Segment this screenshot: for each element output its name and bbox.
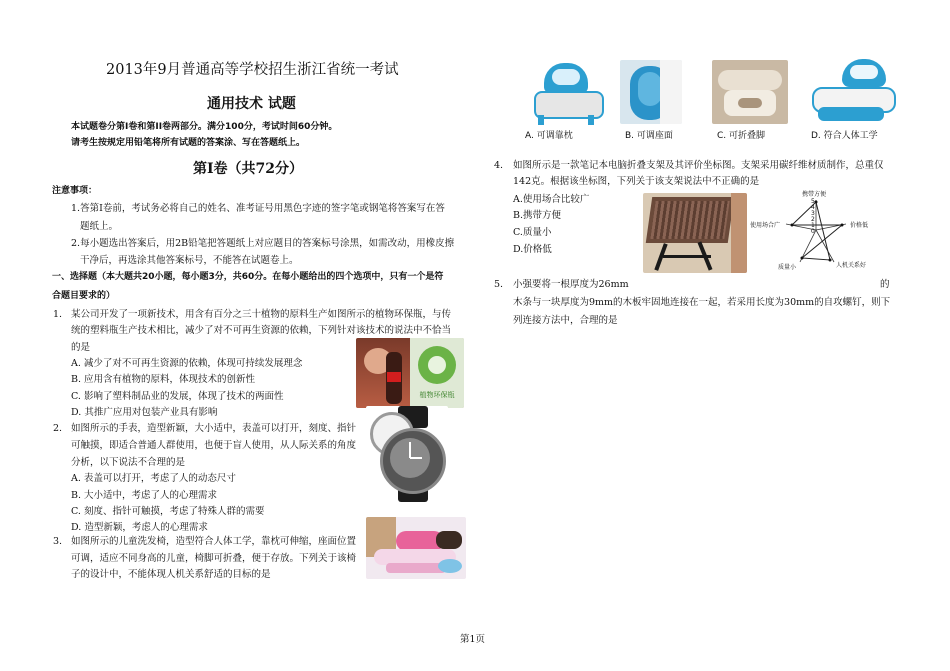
radar-tick-2: 2 bbox=[811, 216, 815, 223]
q1-option-b: B. 应用含有植物的原料，体现技术的创新性 bbox=[71, 374, 256, 385]
q1-option-d: D. 其推广应用对包装产业具有影响 bbox=[71, 407, 218, 418]
q5-stem-line-3: 列连接方法中，合理的是 bbox=[513, 315, 618, 326]
q3-stem-line-1: 如图所示的儿童洗发椅，造型符合人体工学，靠枕可伸缩，座面位置 bbox=[71, 536, 357, 547]
hair-washing-chair-photo bbox=[366, 517, 466, 579]
intro-line-1: 本试题卷分第Ⅰ卷和第II卷两部分。满分100分，考试时间60分钟。 bbox=[71, 122, 338, 132]
exam-title: 2013年9月普通高等学校招生浙江省统一考试 bbox=[106, 62, 399, 78]
q4-option-b: B.携带方便 bbox=[513, 210, 562, 221]
q3-option-c-label: C. 可折叠脚 bbox=[717, 131, 766, 141]
radar-label-right: 价格低 bbox=[850, 222, 869, 229]
radar-label-bottom-left: 质量小 bbox=[778, 264, 797, 271]
q1-option-c: C. 影响了塑料制品业的发展，体现了技术的两面性 bbox=[71, 391, 284, 402]
option-b-seat-photo bbox=[620, 60, 682, 124]
radar-point-right bbox=[841, 224, 844, 227]
plant-bottle-photo bbox=[356, 338, 464, 408]
page-number: 第1页 bbox=[460, 634, 486, 645]
intro-line-2: 请考生按规定用铅笔将所有试题的答案涂、写在答题纸上。 bbox=[71, 138, 306, 148]
radar-tick-3: 3 bbox=[811, 210, 815, 217]
notes-item-2-line-1: 2.每小题选出答案后，用2B铅笔把答题纸上对应题目的答案标号涂黑，如需改动，用橡皮擦 bbox=[71, 238, 455, 249]
q2-stem-line-2: 可触摸，即适合普通人群使用，也便于盲人使用，从人际关系的角度 bbox=[71, 440, 357, 451]
notes-item-1-line-2: 题纸上。 bbox=[80, 221, 119, 232]
q4-option-c: C.质量小 bbox=[513, 227, 552, 238]
option-d-ergonomic-chair-photo bbox=[808, 57, 896, 127]
q4-option-a: A.使用场合比较广 bbox=[513, 194, 590, 205]
q3-option-a-label: A. 可调靠枕 bbox=[525, 131, 573, 141]
q5-stem-line-2: 木条与一块厚度为9mm的木板牢固地连接在一起，若采用长度为30mm的自攻螺钉，则下 bbox=[513, 297, 891, 308]
q1-stem-line-3: 的是 bbox=[71, 342, 91, 353]
q1-option-a: A. 减少了对不可再生资源的依赖，体现可持续发展理念 bbox=[71, 358, 303, 369]
section-1-line-2: 合题目要求的） bbox=[52, 291, 116, 301]
q3-stem-line-3: 子的设计中，不能体现人机关系舒适的目标的是 bbox=[71, 569, 271, 580]
laptop-stand-photo bbox=[643, 193, 747, 273]
q2-option-c: C. 刻度、指针可触摸，考虑了特殊人群的需要 bbox=[71, 506, 265, 517]
q2-option-d: D. 造型新颖，考虑人的心理需求 bbox=[71, 522, 208, 533]
q5-stem-line-1: 小强要将一根厚度为26mm bbox=[513, 279, 629, 290]
q2-stem-line-1: 如图所示的手表，造型新颖，大小适中，表盖可以打开，刻度、指针 bbox=[71, 423, 357, 434]
radar-point-bottom-right bbox=[829, 259, 832, 262]
notes-heading: 注意事项： bbox=[52, 186, 98, 196]
radar-point-left bbox=[791, 224, 794, 227]
q4-stem-line-2: 142克。根据该坐标图，下列关于该支架说法中不正确的是 bbox=[513, 176, 760, 187]
q4-option-d: D.价格低 bbox=[513, 244, 552, 255]
notes-item-1-line-1: 1.答第Ⅰ卷前，考试务必将自己的姓名、准考证号用黑色字迹的签字笔或钢笔将答案写在答 bbox=[71, 203, 445, 214]
radar-tick-4: 4 bbox=[811, 204, 815, 211]
radar-label-top: 携带方便 bbox=[802, 191, 827, 198]
option-c-folding-leg-photo bbox=[712, 60, 788, 124]
q2-stem-line-3: 分析，以下说法不合理的是 bbox=[71, 457, 186, 468]
q4-stem-line-1: 如图所示是一款笔记本电脑折叠支架及其评价坐标图。支架采用碳纤维材质制作，总重仅 bbox=[513, 160, 884, 171]
q3-number: 3. bbox=[53, 536, 63, 547]
q2-option-a: A. 表盖可以打开，考虑了人的动态尺寸 bbox=[71, 473, 236, 484]
radar-label-left: 使用场合广 bbox=[750, 222, 781, 229]
radar-label-bottom-right: 人机关系好 bbox=[836, 262, 867, 269]
q5-stem-line-1-end: 的 bbox=[880, 279, 890, 290]
radar-point-bottom-left bbox=[801, 257, 804, 260]
radar-tick-0: 0 bbox=[811, 228, 815, 235]
q5-number: 5. bbox=[494, 279, 504, 290]
q1-stem-line-1: 某公司开发了一项新技术，用含有百分之三十植物的原料生产如图所示的植物环保瓶，与传 bbox=[71, 309, 452, 320]
subject-title: 通用技术 试题 bbox=[207, 96, 296, 112]
q1-number: 1. bbox=[53, 309, 63, 320]
q3-option-b-label: B. 可调座面 bbox=[625, 131, 673, 141]
q4-number: 4. bbox=[494, 160, 504, 171]
option-a-pillow-photo bbox=[526, 57, 606, 127]
radar-tick-5: 5 bbox=[811, 198, 815, 205]
notes-item-2-line-2: 干净后，再选涂其他答案标号，不能答在试题卷上。 bbox=[80, 255, 299, 266]
evaluation-radar-chart bbox=[750, 190, 876, 272]
q2-number: 2. bbox=[53, 423, 63, 434]
radar-tick-1: 1 bbox=[811, 222, 815, 229]
q1-stem-line-2: 统的塑料瓶生产技术相比，减少了对不可再生资源的依赖，下列针对该技术的说法中不恰当 bbox=[71, 325, 452, 336]
q3-stem-line-2: 可调，适应不同身高的儿童，椅脚可折叠，便于存放。下列关于该椅 bbox=[71, 553, 357, 564]
watch-photo bbox=[366, 406, 448, 502]
bottle-badge-text: 植物环保瓶 bbox=[419, 391, 455, 399]
q3-option-d-label: D. 符合人体工学 bbox=[811, 131, 878, 141]
radar-axis-bottom-right bbox=[816, 230, 834, 262]
part-title: 第Ⅰ卷（共72分） bbox=[193, 161, 304, 177]
q2-option-b: B. 大小适中，考虑了人的心理需求 bbox=[71, 490, 218, 501]
section-1-line-1: 一、选择题（本大题共20小题，每小题3分，共60分。在每小题给出的四个选项中，只有一个是符 bbox=[52, 272, 444, 282]
